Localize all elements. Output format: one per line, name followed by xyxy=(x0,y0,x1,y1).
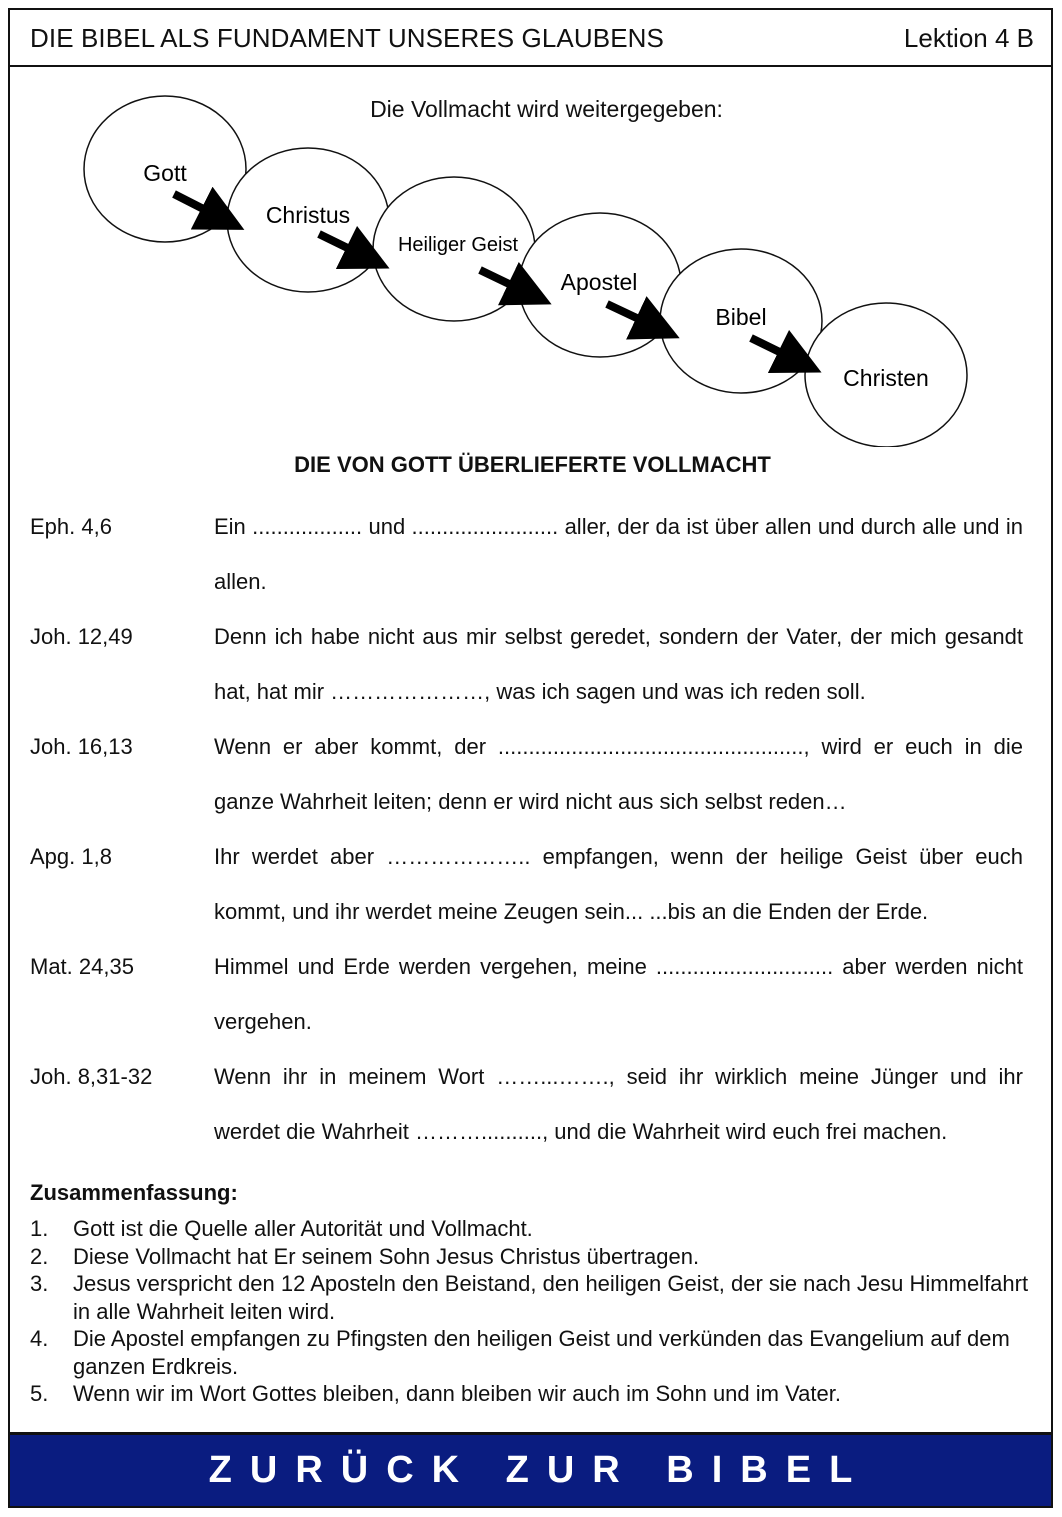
summary-text: Die Apostel empfangen zu Pfingsten den heiligen Geist und verkünden das Evangelium auf dem ganzen Erdkreis. xyxy=(73,1326,1010,1379)
footer-banner xyxy=(10,1432,1051,1506)
verse-list xyxy=(30,499,1023,1159)
verse-text: Ihr werdet aber ……………….. empfangen, wenn der heilige Geist über euch kommt, und ihr werdet meine Zeugen sein... ...bis an die Enden der Erde. xyxy=(214,844,1023,924)
footer-slogan: ZURÜCK ZUR BIBEL xyxy=(208,1449,871,1491)
summary-text: Diese Vollmacht hat Er seinem Sohn Jesus Christus übertragen. xyxy=(73,1243,700,1269)
verse-text: Wenn er aber kommt, der .................................................., wird er euch in die ganze Wahrheit leiten; denn er wird nicht aus sich selbst reden… xyxy=(214,734,1023,814)
worksheet-page xyxy=(8,8,1053,1508)
node-label-heiliger-geist: Heiliger Geist xyxy=(397,234,519,256)
verse-row xyxy=(30,939,1023,1049)
verse-reference: Joh. 8,31-32 xyxy=(30,1064,153,1089)
verse-text: Ein .................. und ........................ aller, der da ist über allen und durch alle und in allen. xyxy=(214,514,1023,594)
node-label-christus: Christus xyxy=(265,202,351,228)
diagram-caption: Die Vollmacht wird weitergegeben: xyxy=(370,96,723,122)
verse-row xyxy=(30,609,1023,719)
page-title: DIE BIBEL ALS FUNDAMENT UNSERES GLAUBENS xyxy=(30,23,664,53)
summary-item xyxy=(30,1270,1030,1325)
node-label-gott: Gott xyxy=(143,160,187,186)
verse-row xyxy=(30,719,1023,829)
summary-item xyxy=(30,1325,1030,1380)
summary-number: 1. xyxy=(30,1216,49,1241)
summary-number: 4. xyxy=(30,1326,49,1351)
summary-list xyxy=(30,1215,1030,1408)
section-title: DIE VON GOTT ÜBERLIEFERTE VOLLMACHT xyxy=(294,452,771,477)
node-label-apostel: Apostel xyxy=(560,269,638,295)
summary-title: Zusammenfassung: xyxy=(30,1180,238,1205)
authority-chain-diagram xyxy=(10,67,1051,447)
verse-reference: Joh. 12,49 xyxy=(30,624,133,649)
verse-text: Wenn ihr in meinem Wort ……...……., seid ihr wirklich meine Jünger und ihr werdet die Wahrheit ……….........., und die Wahrheit wird euch frei machen. xyxy=(214,1064,1023,1144)
verse-reference: Eph. 4,6 xyxy=(30,514,112,539)
summary-number: 5. xyxy=(30,1381,49,1406)
summary-number: 3. xyxy=(30,1271,49,1296)
summary-text: Gott ist die Quelle aller Autorität und Vollmacht. xyxy=(73,1216,533,1241)
summary-number: 2. xyxy=(30,1243,49,1269)
verse-row xyxy=(30,1049,1023,1159)
verse-text: Denn ich habe nicht aus mir selbst geredet, sondern der Vater, der mich gesandt hat, hat mir …………………, was ich sagen und was ich reden soll. xyxy=(214,624,1023,704)
verse-reference: Mat. 24,35 xyxy=(30,954,134,979)
summary-text: Wenn wir im Wort Gottes bleiben, dann bleiben wir auch im Sohn und im Vater. xyxy=(73,1381,841,1406)
header xyxy=(10,10,1051,67)
verse-row xyxy=(30,499,1023,609)
verse-text: Himmel und Erde werden vergehen, meine ............................. aber werden nicht vergehen. xyxy=(214,954,1023,1034)
summary-item xyxy=(30,1380,1030,1408)
node-label-bibel: Bibel xyxy=(715,304,767,330)
summary-text: Jesus verspricht den 12 Aposteln den Beistand, den heiligen Geist, der sie nach Jesu Himmelfahrt in alle Wahrheit leiten wird. xyxy=(73,1271,1029,1324)
node-label-christen: Christen xyxy=(843,365,929,391)
summary-item xyxy=(30,1243,1030,1271)
verse-reference: Apg. 1,8 xyxy=(30,844,112,869)
summary-item xyxy=(30,1215,1030,1243)
lesson-label: Lektion 4 B xyxy=(903,23,1034,53)
verse-row xyxy=(30,829,1023,939)
verse-reference: Joh. 16,13 xyxy=(30,734,133,759)
